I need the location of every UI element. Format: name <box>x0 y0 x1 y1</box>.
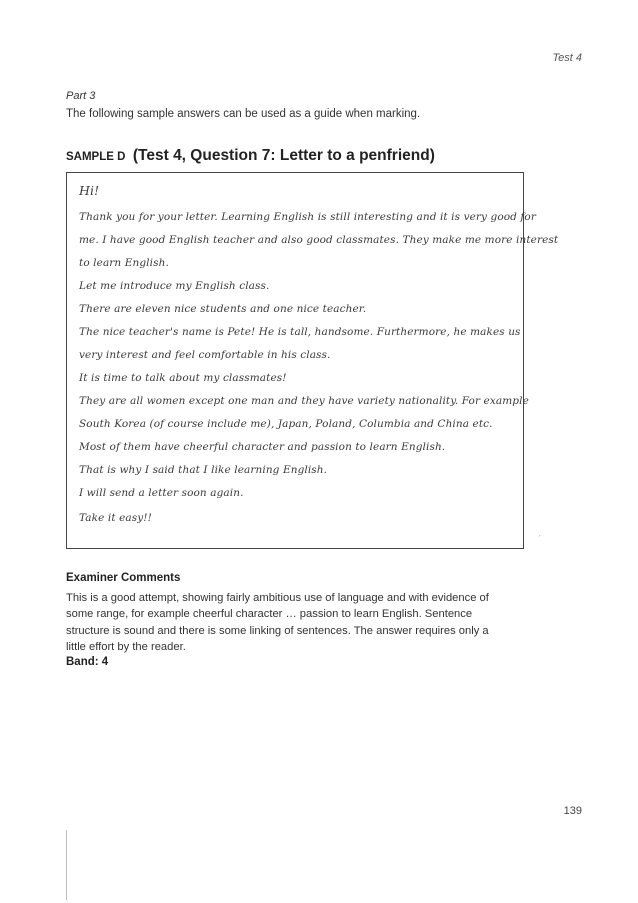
sample-heading <box>66 147 566 165</box>
letter-line: to learn English. <box>79 257 169 269</box>
letter-line: Most of them have cheerful character and passion to learn English. <box>79 441 446 453</box>
letter-line: Hi! <box>79 183 100 198</box>
comment-line: some range, for example cheerful character … passion to learn English. Sentence <box>66 608 473 621</box>
sample-title: (Test 4, Question 7: Letter to a penfriend) <box>132 147 435 164</box>
band-score: Band: 4 <box>66 656 109 668</box>
stray-mark: ˊ <box>538 534 541 544</box>
letter-line: Let me introduce my English class. <box>79 280 270 292</box>
examiner-comments-heading: Examiner Comments <box>66 572 181 584</box>
part-label: Part 3 <box>66 90 96 102</box>
letter-line: That is why I said that I like learning English. <box>79 464 328 476</box>
letter-line: very interest and feel comfortable in his class. <box>79 349 331 361</box>
letter-line: There are eleven nice students and one nice teacher. <box>79 303 367 315</box>
letter-line: They are all women except one man and they have variety nationality. For example <box>79 395 529 407</box>
comment-line: This is a good attempt, showing fairly ambitious use of language and with evidence of <box>66 592 489 604</box>
letter-line: It is time to talk about my classmates! <box>79 372 287 384</box>
running-head: Test 4 <box>552 52 582 64</box>
intro-text: The following sample answers can be used as a guide when marking. <box>66 108 421 120</box>
letter-box <box>66 172 559 549</box>
letter-line: I will send a letter soon again. <box>79 487 244 499</box>
letter-line: me. I have good English teacher and also good classmates. They make me more interest <box>79 234 559 246</box>
letter-line: South Korea (of course include me), Japan, Poland, Columbia and China etc. <box>79 418 493 430</box>
comment-line: little effort by the reader. <box>66 640 186 653</box>
examiner-comments-body <box>66 590 536 655</box>
page-number: 139 <box>563 805 582 817</box>
letter-line: The nice teacher's name is Pete! He is tall, handsome. Furthermore, he makes us <box>79 326 521 338</box>
margin-rule <box>66 830 67 900</box>
letter-line: Thank you for your letter. Learning English is still interesting and it is very good for <box>79 211 536 223</box>
letter-line: Take it easy!! <box>79 512 152 524</box>
comment-line: structure is sound and there is some linking of sentences. The answer requires only a <box>66 624 489 637</box>
sample-tag: SAMPLE D <box>66 151 126 163</box>
